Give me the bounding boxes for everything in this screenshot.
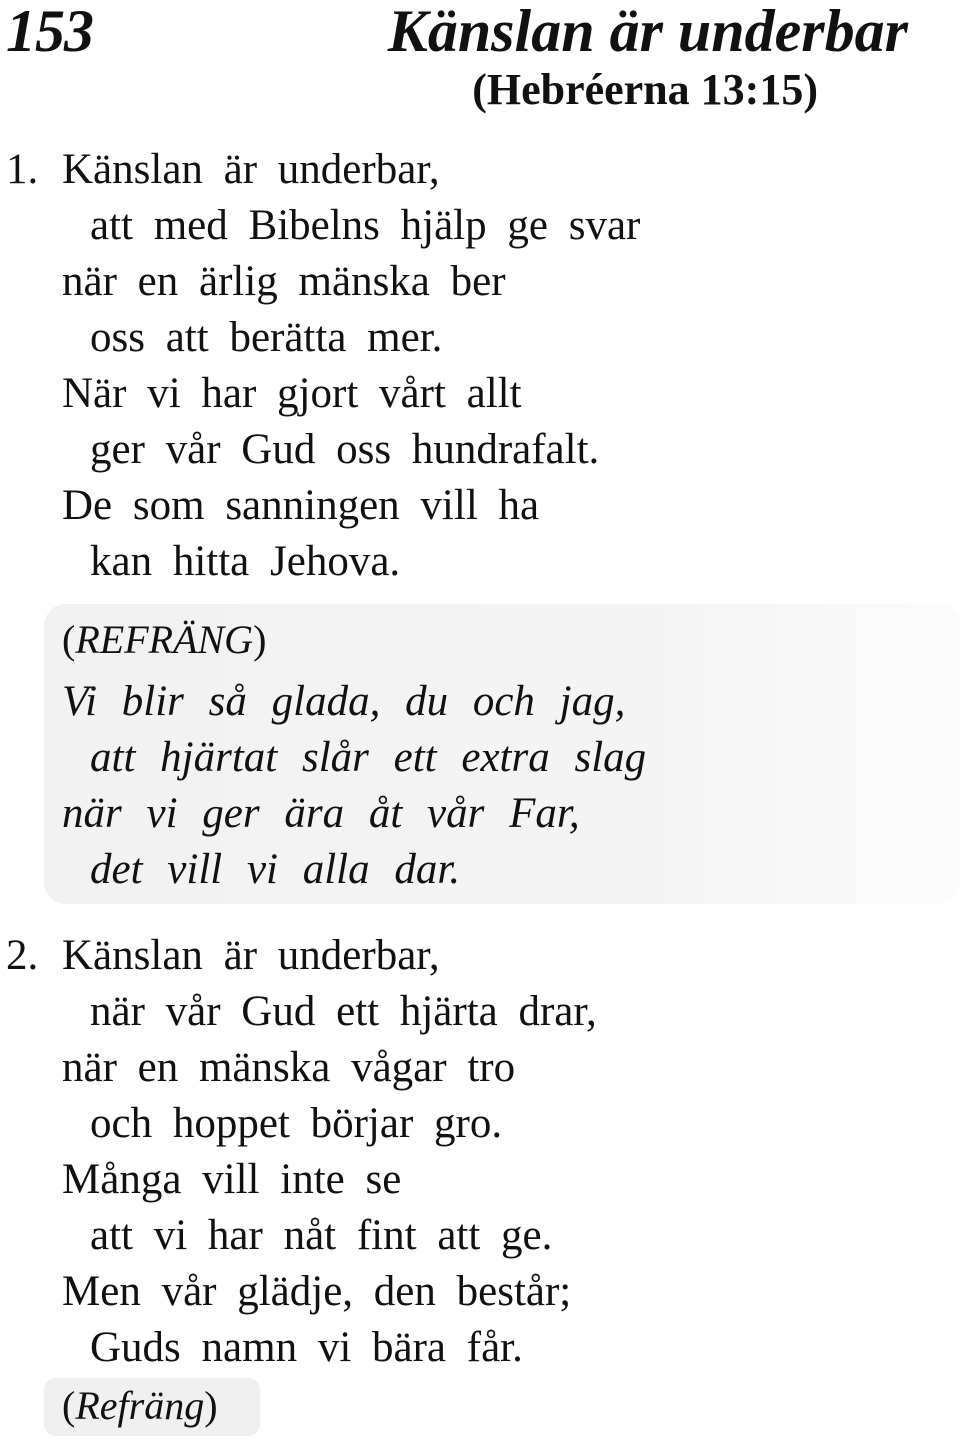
- verse-line: Guds namn vi bära får.: [90, 1324, 523, 1371]
- refrain-line: när vi ger ära åt vår Far,: [62, 790, 580, 837]
- verse-number: 1.: [6, 146, 39, 193]
- refrain-reference-text: Refräng: [75, 1383, 205, 1428]
- verse-line: när en mänska vågar tro: [62, 1044, 516, 1091]
- verse-number: 2.: [6, 932, 39, 979]
- verse-line: att med Bibelns hjälp ge svar: [90, 202, 641, 249]
- verse-line: när en ärlig mänska ber: [62, 258, 506, 305]
- verse-line: och hoppet börjar gro.: [90, 1100, 503, 1147]
- scripture-reference: (Hebréerna 13:15): [472, 65, 818, 114]
- verse-line: ger vår Gud oss hundrafalt.: [90, 426, 600, 473]
- refrain-reference: (Refräng): [62, 1383, 218, 1428]
- refrain-line: att hjärtat slår ett extra slag: [90, 734, 647, 781]
- verse-line: oss att berätta mer.: [90, 314, 443, 361]
- verse-line: när vår Gud ett hjärta drar,: [90, 988, 597, 1035]
- refrain-label-text: REFRÄNG: [75, 617, 254, 662]
- song-title: Känslan är underbar: [387, 0, 908, 64]
- verse-line: När vi har gjort vårt allt: [62, 370, 522, 417]
- verse-line: Men vår glädje, den består;: [62, 1268, 572, 1315]
- refrain-line: Vi blir så glada, du och jag,: [62, 678, 626, 725]
- verse-line: att vi har nåt fint att ge.: [90, 1212, 553, 1259]
- verse-line: kan hitta Jehova.: [90, 538, 401, 585]
- verse-line: Känslan är underbar,: [62, 932, 440, 979]
- refrain-line: det vill vi alla dar.: [90, 846, 461, 893]
- verse-line: Känslan är underbar,: [62, 146, 440, 193]
- verse-line: De som sanningen vill ha: [62, 482, 540, 529]
- song-number: 153: [6, 0, 93, 64]
- verse-line: Många vill inte se: [62, 1156, 402, 1203]
- refrain-label: (REFRÄNG): [62, 617, 267, 662]
